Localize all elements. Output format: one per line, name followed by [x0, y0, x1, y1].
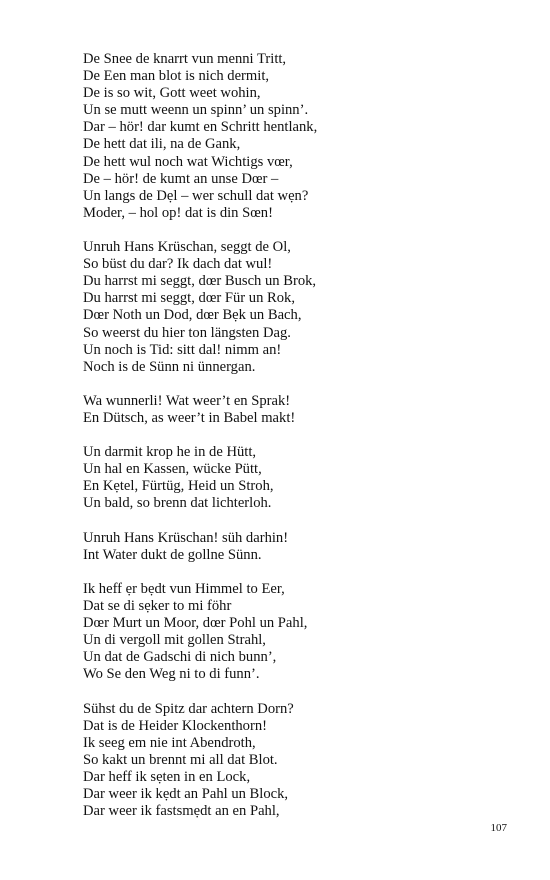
verse-line: Un hal en Kassen, wücke Pütt, [83, 461, 262, 478]
stanza [83, 530, 503, 564]
verse-line: Wo Se den Weg ni to di funn’. [83, 666, 260, 683]
stanza [83, 581, 503, 684]
verse-line: Dœr Murt un Moor, dœr Pohl un Pahl, [83, 615, 308, 632]
verse-line: En Dütsch, as weer’t in Babel makt! [83, 409, 296, 426]
verse-line: So kakt un brennt mi all dat Blot. [83, 751, 278, 768]
verse-line: Un dat de Gadschi di nich bunn’, [83, 649, 277, 666]
stanza [83, 701, 503, 821]
stanza [83, 393, 503, 427]
verse-line: Un bald, so brenn dat lichterloh. [83, 495, 272, 512]
verse-line: Un langs de Dẹl – wer schull dat wẹn? [83, 187, 309, 204]
verse-line: En Kẹtel, Fürtüg, Heid un Stroh, [83, 478, 274, 495]
verse-line: Dœr Noth un Dod, dœr Bẹk un Bach, [83, 307, 302, 324]
verse-line: Wa wunnerli! Wat weer’t en Sprak! [83, 392, 291, 409]
poem-text [83, 51, 503, 837]
verse-line: Un noch is Tid: sitt dal! nimm an! [83, 341, 282, 358]
verse-line: Dar weer ik kẹdt an Pahl un Block, [83, 786, 289, 803]
verse-line: Dar weer ik fastsmẹdt an en Pahl, [83, 803, 280, 820]
verse-line: Dar – hör! dar kumt en Schritt hentlank, [83, 119, 318, 136]
verse-line: De Een man blot is nich dermit, [83, 68, 270, 85]
verse-line: So büst du dar? Ik dach dat wul! [83, 256, 273, 273]
stanza [83, 444, 503, 512]
verse-line: De – hör! de kumt an unse Dœr – [83, 170, 279, 187]
verse-line: Int Water dukt de gollne Sünn. [83, 546, 262, 563]
verse-line: Sühst du de Spitz dar achtern Dorn? [83, 700, 294, 717]
verse-line: Dat se di sẹker to mi föhr [83, 598, 232, 614]
verse-line: Dat is de Heider Klockenthorn! [83, 717, 267, 734]
verse-line: Dar heff ik sẹten in en Lock, [83, 768, 251, 785]
verse-line: Ik heff ẹr bẹdt vun Himmel to Eer, [83, 580, 285, 597]
verse-line: De hett wul noch wat Wichtigs vœr, [83, 153, 293, 170]
verse-line: Du harrst mi seggt, dœr Busch un Brok, [83, 273, 317, 290]
verse-line: De is so wit, Gott weet wohin, [83, 85, 261, 102]
verse-line: Du harrst mi seggt, dœr Für un Rok, [83, 290, 296, 307]
verse-line: Unruh Hans Krüschan, seggt de Ol, [83, 239, 291, 256]
verse-line: De hett dat ili, na de Gank, [83, 136, 241, 153]
verse-line: De Snee de knarrt vun menni Tritt, [83, 51, 287, 67]
verse-line: Moder, – hol op! dat is din Sœn! [83, 204, 273, 221]
verse-line: Un di vergoll mit gollen Strahl, [83, 632, 266, 649]
verse-line: Noch is de Sünn ni ünnergan. [83, 358, 256, 375]
page-number: 107 [490, 822, 507, 834]
verse-line: Un se mutt weenn un spinn’ un spinn’. [83, 102, 309, 119]
verse-line: Ik seeg em nie int Abendroth, [83, 734, 256, 751]
stanza [83, 239, 503, 376]
verse-line: Un darmit krop he in de Hütt, [83, 444, 257, 461]
verse-line: Unruh Hans Krüschan! süh darhin! [83, 529, 289, 546]
stanza [83, 51, 503, 222]
verse-line: So weerst du hier ton längsten Dag. [83, 324, 291, 341]
